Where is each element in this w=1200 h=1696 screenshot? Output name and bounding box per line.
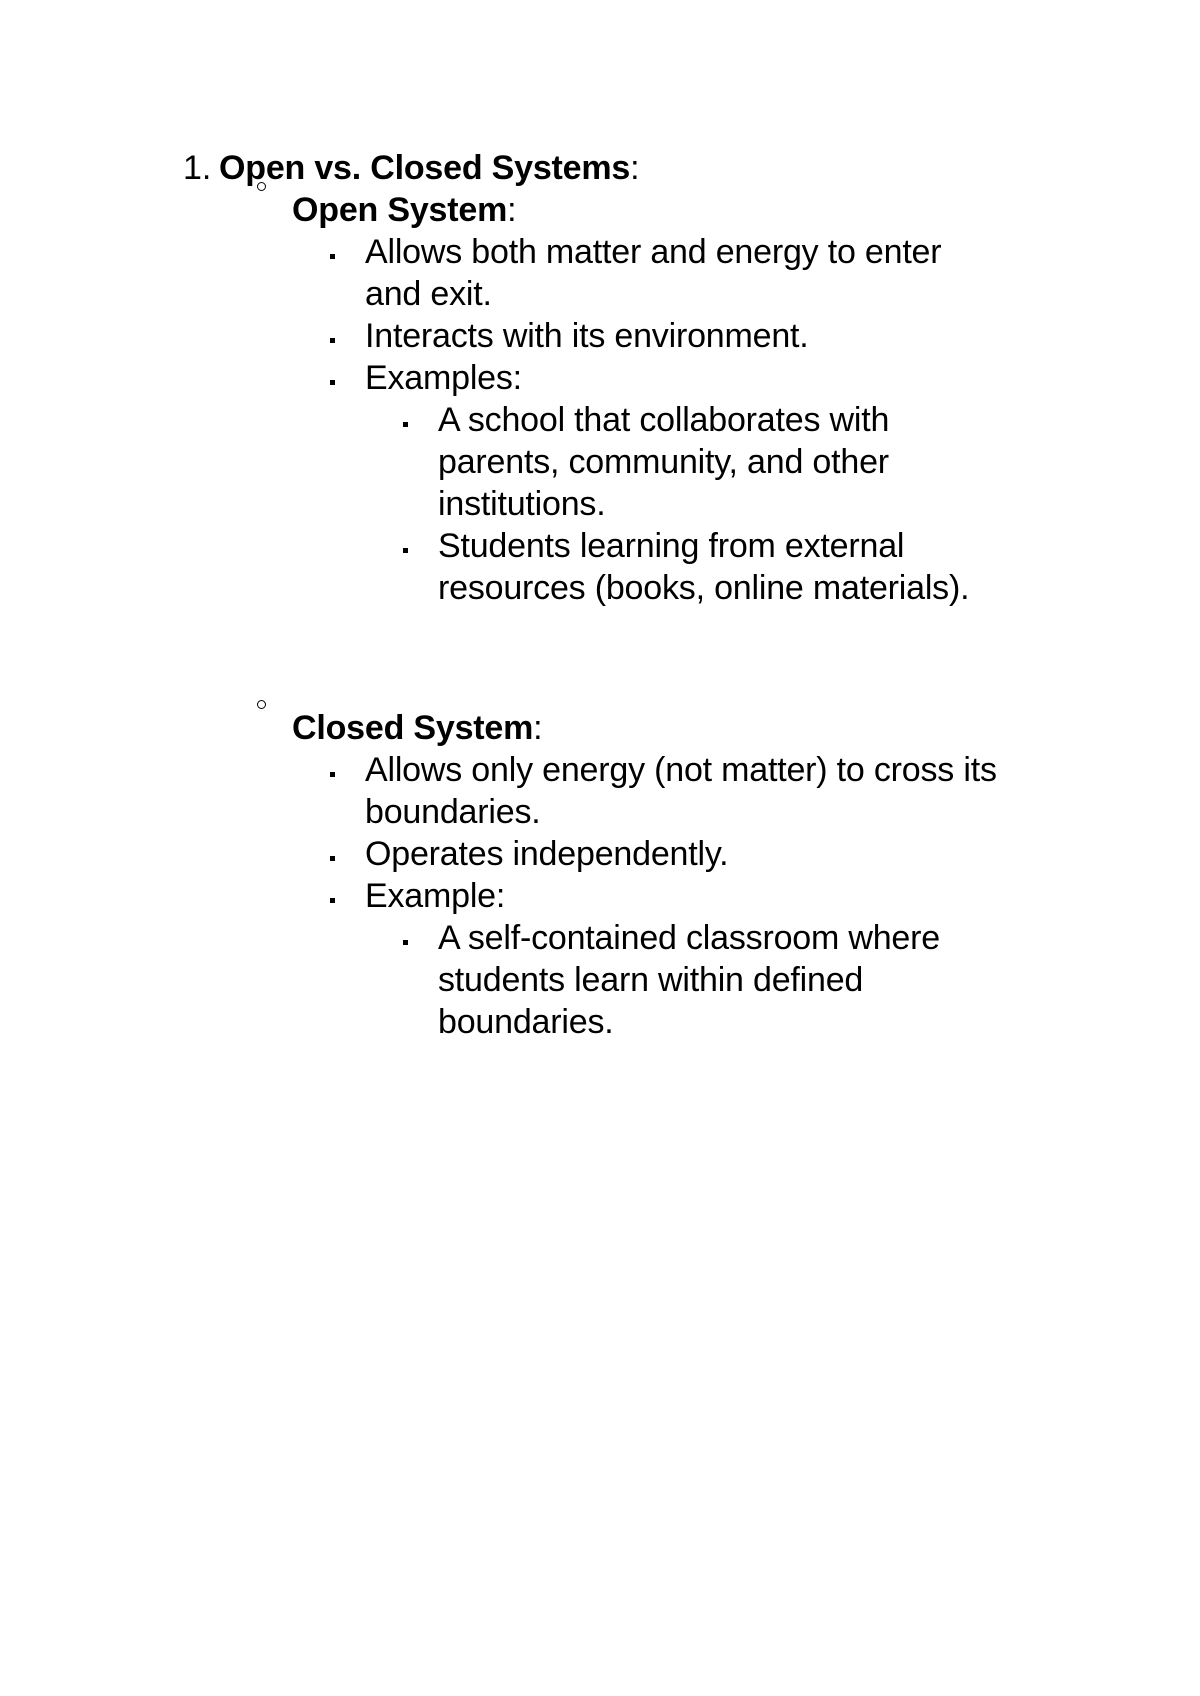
list-item-continuation: boundaries. (365, 793, 541, 831)
square-bullet-icon (330, 380, 335, 385)
section-heading (219, 147, 639, 189)
section-title: Open vs. Closed Systems (219, 149, 631, 187)
square-bullet-icon (403, 422, 408, 427)
square-bullet-icon (330, 856, 335, 861)
list-item: A school that collaborates with (438, 401, 890, 439)
open-system-title: Open System (292, 191, 508, 229)
list-item: Example: (365, 877, 506, 915)
list-item-continuation: and exit. (365, 275, 492, 313)
list-item: Allows only energy (not matter) to cross its (365, 751, 997, 789)
closed-system-colon: : (533, 709, 543, 747)
square-bullet-icon (330, 338, 335, 343)
list-number: 1. (183, 149, 212, 187)
list-item: Interacts with its environment. (365, 317, 809, 355)
list-item-continuation: institutions. (438, 485, 606, 523)
closed-system-heading (292, 707, 542, 749)
closed-system-title: Closed System (292, 709, 534, 747)
list-item: A self-contained classroom where (438, 919, 940, 957)
list-item-continuation: parents, community, and other (438, 443, 889, 481)
list-item: Operates independently. (365, 835, 729, 873)
list-item: Allows both matter and energy to enter (365, 233, 942, 271)
list-item-continuation: students learn within defined (438, 961, 864, 999)
hollow-circle-bullet-icon (257, 700, 266, 709)
list-item-continuation: boundaries. (438, 1003, 614, 1041)
section-title-colon: : (630, 149, 640, 187)
square-bullet-icon (330, 898, 335, 903)
list-item: Examples: (365, 359, 522, 397)
open-system-colon: : (507, 191, 517, 229)
list-item: Students learning from external (438, 527, 905, 565)
hollow-circle-bullet-icon (257, 182, 266, 191)
square-bullet-icon (403, 940, 408, 945)
square-bullet-icon (330, 254, 335, 259)
square-bullet-icon (330, 772, 335, 777)
list-item-continuation: resources (books, online materials). (438, 569, 970, 607)
square-bullet-icon (403, 548, 408, 553)
open-system-heading (292, 189, 516, 231)
